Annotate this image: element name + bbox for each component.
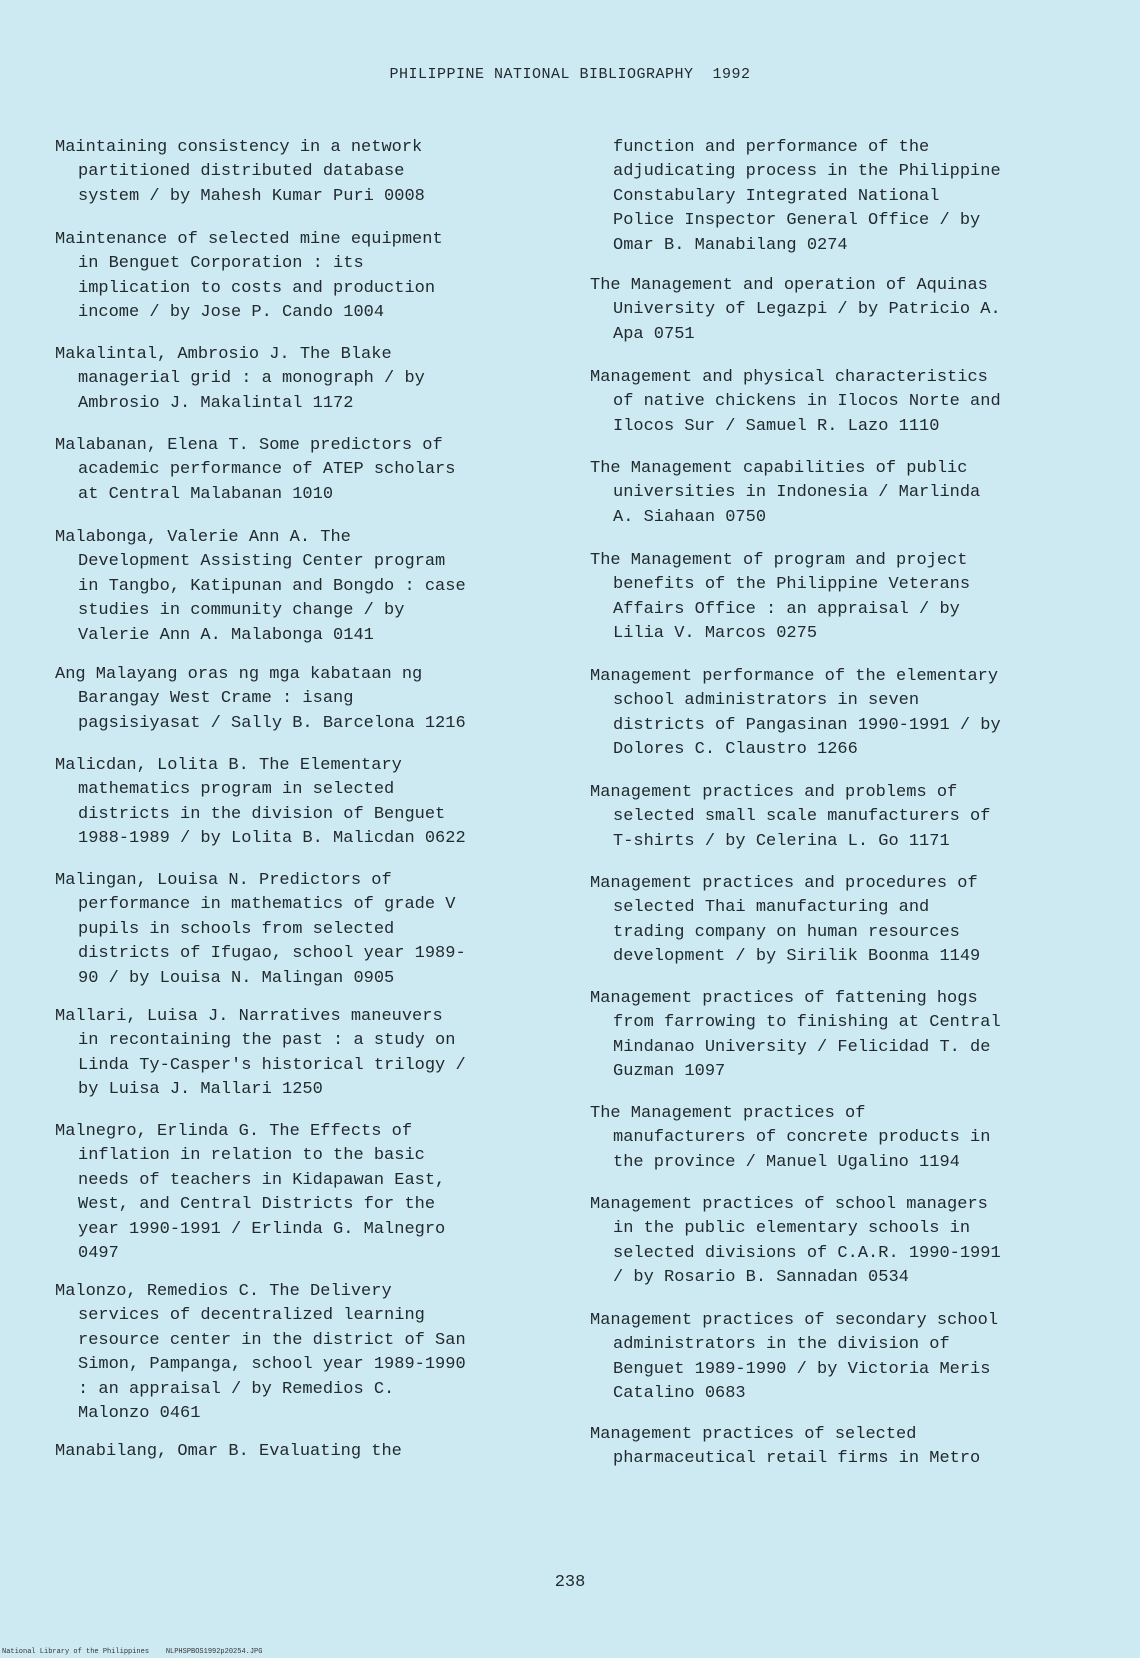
bibliography-entry: Malonzo, Remedios C. The Delivery services of decentralized learning resource center in the district of San Simon, Pampanga, school year 1989-1990 : an appraisal / by Remedios C. Malonzo 0461	[55, 1282, 466, 1424]
bibliography-entry: Management practices of secondary school administrators in the division of Benguet 1989-1990 / by Victoria Meris Catalino 0683	[590, 1311, 999, 1404]
bibliography-entry: Management practices and problems of selected small scale manufacturers of T-shirts / by Celerina L. Go 1171	[590, 783, 991, 851]
bibliography-entry: Maintaining consistency in a network partitioned distributed database system / by Mahesh Kumar Puri 0008	[55, 138, 425, 206]
bibliography-entry: Malabonga, Valerie Ann A. The Development Assisting Center program in Tangbo, Katipunan and Bongdo : case studies in community change / by Valerie Ann A. Malabonga 0141	[55, 528, 466, 645]
bibliography-entry: Management practices of selected pharmaceutical retail firms in Metro	[590, 1425, 981, 1469]
bibliography-entry: Makalintal, Ambrosio J. The Blake managerial grid : a monograph / by Ambrosio J. Makalintal 1172	[55, 345, 425, 413]
bibliography-entry: The Management capabilities of public universities in Indonesia / Marlinda A. Siahaan 0750	[590, 459, 981, 527]
bibliography-entry-continued: function and performance of the adjudicating process in the Philippine Constabulary Integrated National Police Inspector General Office / by Omar B. Manabilang 0274	[613, 138, 1001, 255]
page-number: 238	[554, 1573, 586, 1592]
bibliography-entry: Management and physical characteristics of native chickens in Ilocos Norte and Ilocos Sur / Samuel R. Lazo 1110	[590, 368, 1001, 436]
bibliography-entry: Malingan, Louisa N. Predictors of performance in mathematics of grade V pupils in schools from selected districts of Ifugao, school year 1989- 90 / by Louisa N. Malingan 0905	[55, 871, 466, 988]
bibliography-entry: Malicdan, Lolita B. The Elementary mathematics program in selected districts in the division of Benguet 1988-1989 / by Lolita B. Malicdan 0622	[55, 756, 466, 849]
bibliography-entry: Ang Malayang oras ng mga kabataan ng Barangay West Crame : isang pagsisiyasat / Sally B. Barcelona 1216	[55, 665, 466, 733]
bibliography-entry: The Management of program and project benefits of the Philippine Veterans Affairs Office : an appraisal / by Lilia V. Marcos 0275	[590, 551, 971, 644]
page-header: PHILIPPINE NATIONAL BIBLIOGRAPHY 1992	[389, 66, 751, 83]
bibliography-entry: Management practices of school managers in the public elementary schools in selected divisions of C.A.R. 1990-1991 / by Rosario B. Sannadan 0534	[590, 1195, 1001, 1288]
bibliography-entry: The Management and operation of Aquinas University of Legazpi / by Patricio A. Apa 0751	[590, 276, 1001, 344]
bibliography-entry: Manabilang, Omar B. Evaluating the	[55, 1442, 402, 1461]
bibliography-entry: Management performance of the elementary school administrators in seven districts of Pangasinan 1990-1991 / by Dolores C. Claustro 1266	[590, 667, 1001, 760]
bibliography-entry: Malnegro, Erlinda G. The Effects of inflation in relation to the basic needs of teachers in Kidapawan East, West, and Central Districts for the year 1990-1991 / Erlinda G. Malnegro 0497	[55, 1122, 446, 1264]
bibliography-entry: Mallari, Luisa J. Narratives maneuvers in recontaining the past : a study on Linda Ty-Casper's historical trilogy / by Luisa J. Mallari 1250	[55, 1007, 466, 1100]
bibliography-entry: Management practices of fattening hogs from farrowing to finishing at Central Mindanao University / Felicidad T. de Guzman 1097	[590, 989, 1001, 1082]
bibliography-entry: Management practices and procedures of selected Thai manufacturing and trading company on human resources development / by Sirilik Boonma 1149	[590, 874, 981, 967]
bibliography-entry: Malabanan, Elena T. Some predictors of academic performance of ATEP scholars at Central Malabanan 1010	[55, 436, 456, 504]
bibliography-entry: Maintenance of selected mine equipment in Benguet Corporation : its implication to costs and production income / by Jose P. Cando 1004	[55, 230, 443, 323]
footer-credit: National Library of the Philippines NLPHSPBOS1992p20254.JPG	[2, 1648, 263, 1656]
bibliography-entry: The Management practices of manufacturers of concrete products in the province / Manuel Ugalino 1194	[590, 1104, 991, 1172]
